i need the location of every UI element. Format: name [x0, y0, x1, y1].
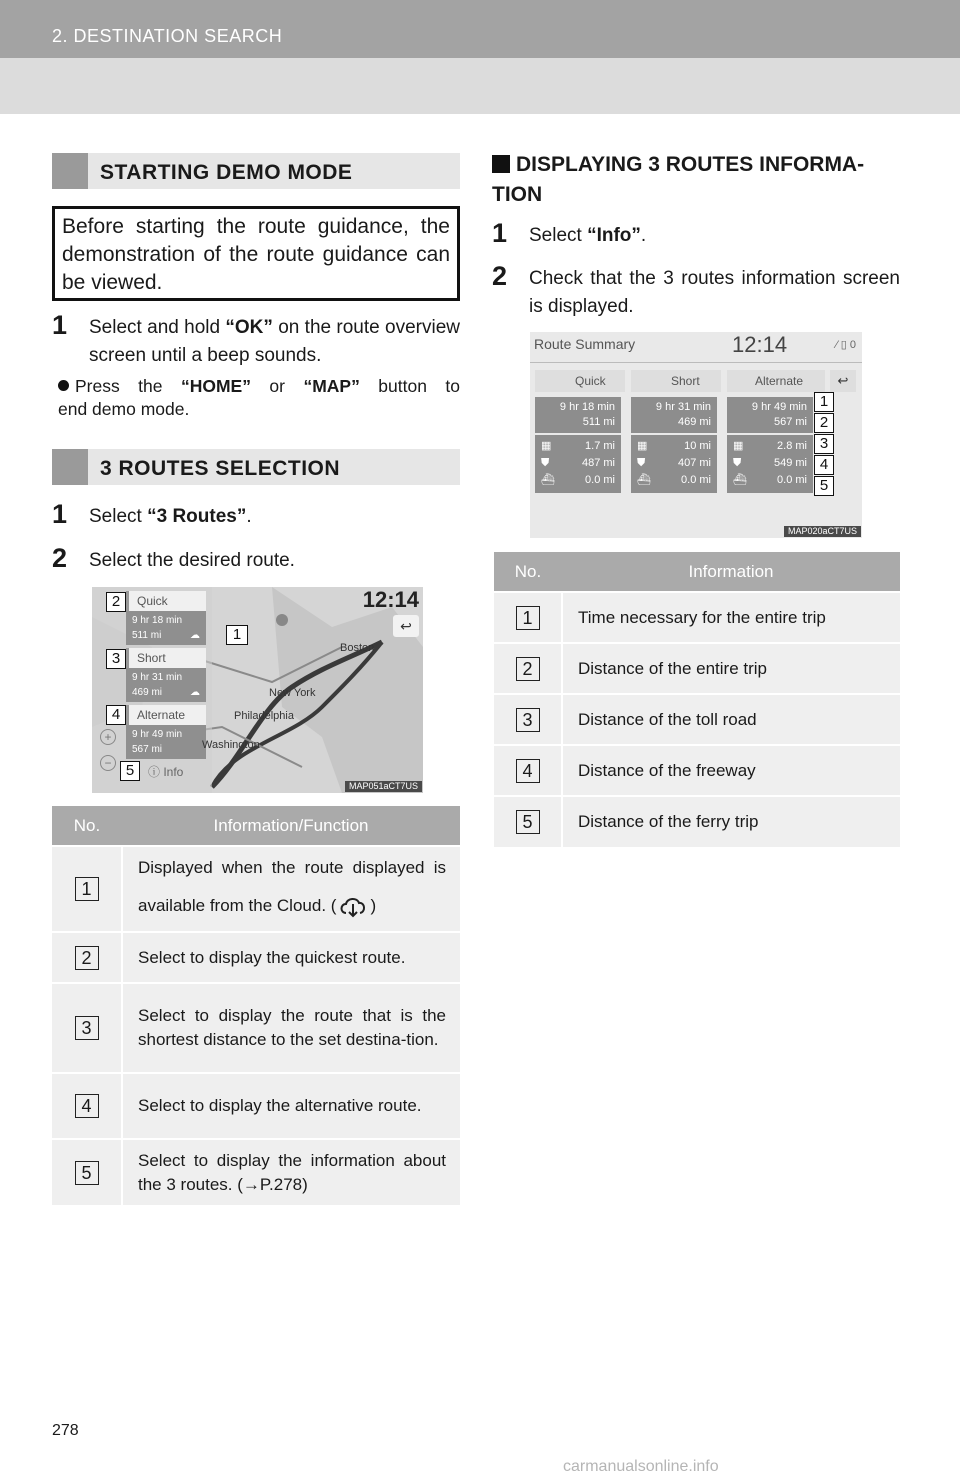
route-stats: 9 hr 49 min 567 mi [126, 725, 206, 759]
image-code: MAP020aCT7US [784, 526, 861, 537]
step-number: 1 [492, 218, 508, 248]
routes-step-1 [52, 499, 460, 531]
table-row [52, 983, 460, 1073]
watermark: carmanualsonline.info [563, 1458, 719, 1475]
row-number-box: 1 [516, 606, 540, 630]
row-number-box: 3 [516, 708, 540, 732]
table-row [494, 643, 900, 694]
row-number-box: 5 [75, 1161, 99, 1185]
table-cell-info: Select to display the quickest route. [122, 932, 460, 983]
step-text: Select and hold “OK” on the route overview screen until a beep sounds. [89, 317, 460, 366]
callout-1: 1 [226, 625, 248, 645]
ferry-icon: ⛴ [541, 474, 555, 486]
table-row [494, 694, 900, 745]
section-heading-demo [52, 153, 460, 189]
map-clock: 12:14 [362, 587, 419, 612]
cloud-route-icon: ☁ [190, 687, 200, 698]
row-number-box: 2 [75, 946, 99, 970]
step-text: Select “3 Routes”. [89, 506, 252, 527]
callout-2: 2 [814, 413, 834, 433]
ferry-icon: ⛴ [637, 474, 651, 486]
route-button-label: Short [126, 648, 206, 668]
total-stats: 9 hr 31 min 469 mi [631, 397, 717, 433]
route-summary-screenshot [530, 332, 862, 538]
city-label: Washington [202, 739, 260, 751]
table-header-cell: Information [562, 552, 900, 592]
callout-4: 4 [106, 705, 126, 725]
summary-clock: 12:14 [732, 332, 788, 357]
heading-marker [52, 153, 88, 189]
status-icons: ⁄ ▯ 0 [835, 339, 856, 351]
road-stats: ▦ 1.7 mi ⛊ 487 mi ⛴ 0.0 mi [535, 435, 621, 493]
toll-icon: ▦ [541, 440, 552, 452]
section-heading-text: 3 ROUTES SELECTION [100, 457, 341, 480]
info-step-2 [492, 261, 900, 321]
section-heading-routes [52, 449, 460, 485]
row-number-box: 5 [516, 810, 540, 834]
info-button[interactable]: ⓘ Info [148, 765, 184, 779]
freeway-icon: ⛊ [733, 457, 742, 469]
table-header-cell: Information/Function [122, 806, 460, 846]
row-number-box: 2 [516, 657, 540, 681]
table-row [494, 796, 900, 847]
callout-3: 3 [814, 434, 834, 454]
demo-bullet-note: Press the “HOME” or “MAP” button to end demo mode. [58, 376, 460, 419]
freeway-icon: ⛊ [541, 457, 550, 469]
routes-step-2 [52, 543, 460, 575]
table-row [494, 745, 900, 796]
summary-column-quick [535, 397, 621, 493]
cloud-download-icon [336, 894, 370, 920]
demo-step-1 [52, 310, 460, 370]
summary-tab-alternate[interactable]: Alternate [727, 370, 825, 392]
callout-3: 3 [106, 649, 126, 669]
table-cell-info: Distance of the entire trip [562, 643, 900, 694]
route-button-label: Alternate [126, 705, 206, 725]
summary-tab-short[interactable]: Short [631, 370, 721, 392]
image-code: MAP051aCT7US [345, 781, 422, 792]
summary-back-icon[interactable]: ↩ [830, 370, 856, 392]
ferry-icon: ⛴ [733, 474, 747, 486]
table-header-cell: No. [52, 806, 122, 846]
table-row [52, 932, 460, 983]
square-bullet-icon [492, 155, 510, 173]
row-number-box: 3 [75, 1016, 99, 1040]
page-number: 278 [52, 1422, 79, 1439]
table-header-row [52, 806, 460, 846]
demo-intro-box: Before starting the route guidance, the demonstration of the route guidance can be viewed. [52, 206, 460, 301]
table-cell-info: Distance of the freeway [562, 745, 900, 796]
callout-2: 2 [106, 592, 126, 612]
city-label: New York [269, 687, 316, 699]
summary-tab-quick[interactable]: Quick [535, 370, 625, 392]
table-header-cell: No. [494, 552, 562, 592]
callout-5: 5 [120, 761, 140, 781]
table-cell-info: Time necessary for the entire trip [562, 592, 900, 643]
toll-icon: ▦ [637, 440, 648, 452]
section-heading-text: STARTING DEMO MODE [100, 161, 353, 184]
three-routes-key-label: “3 Routes” [147, 506, 247, 527]
info-key-label: “Info” [587, 225, 641, 246]
step-text: Select “Info”. [529, 225, 647, 246]
zoom-in-icon[interactable]: + [100, 729, 116, 745]
road-stats: ▦ 2.8 mi ⛊ 549 mi ⛴ 0.0 mi [727, 435, 813, 493]
total-stats: 9 hr 18 min 511 mi [535, 397, 621, 433]
callout-1: 1 [814, 392, 834, 412]
city-label: Boston [340, 642, 375, 654]
table-cell-info: Select to display the route that is the shortest distance to the set destina-tion. [122, 983, 460, 1073]
heading-marker [52, 449, 88, 485]
table-cell-info: Distance of the toll road [562, 694, 900, 745]
table-row [52, 1139, 460, 1205]
step-number: 2 [492, 261, 508, 291]
header-title: 2. DESTINATION SEARCH [52, 26, 283, 46]
route-button-quick[interactable] [126, 591, 206, 645]
page-header [0, 0, 960, 58]
subheading-3-routes-info: DISPLAYING 3 ROUTES INFORMA-TION [492, 153, 865, 206]
table-cell-info: Select to display the alternative route. [122, 1073, 460, 1139]
info-icon: ⓘ [148, 765, 164, 779]
road-stats: ▦ 10 mi ⛊ 407 mi ⛴ 0.0 mi [631, 435, 717, 493]
callout-5: 5 [814, 476, 834, 496]
table-header-row [494, 552, 900, 592]
home-key-label: “HOME” [180, 376, 251, 396]
function-table [52, 806, 460, 1205]
route-stats: 9 hr 18 min 511 mi ☁ [126, 611, 206, 645]
summary-title: Route Summary [534, 336, 636, 352]
step-number: 1 [52, 310, 68, 340]
table-cell-info: Select to display the information about the 3 routes. (→P.278) [122, 1139, 460, 1205]
route-stats: 9 hr 31 min 469 mi ☁ [126, 668, 206, 702]
freeway-icon: ⛊ [637, 457, 646, 469]
city-label: Philadelphia [234, 710, 294, 722]
summary-column-alternate [727, 397, 813, 493]
zoom-out-icon[interactable]: − [100, 755, 116, 771]
cloud-route-icon: ☁ [190, 630, 200, 641]
callout-4: 4 [814, 455, 834, 475]
row-number-box: 4 [516, 759, 540, 783]
table-cell-info: Displayed when the route displayed is available from the Cloud. ( ) [122, 846, 460, 932]
route-button-alternate[interactable] [126, 705, 206, 759]
table-row [494, 592, 900, 643]
map-back-icon[interactable]: ↩ [393, 615, 419, 637]
map-key-label: “MAP” [303, 376, 360, 396]
route-overview-screenshot [92, 587, 423, 793]
ok-key-label: “OK” [225, 317, 273, 338]
total-stats: 9 hr 49 min 567 mi [727, 397, 813, 433]
info-step-1 [492, 218, 900, 250]
step-text: Check that the 3 routes information screen is displayed. [529, 268, 900, 317]
step-number: 2 [52, 543, 68, 573]
route-button-short[interactable] [126, 648, 206, 702]
table-row [52, 1073, 460, 1139]
step-number: 1 [52, 499, 68, 529]
row-number-box: 4 [75, 1094, 99, 1118]
table-row [52, 846, 460, 932]
table-cell-info: Distance of the ferry trip [562, 796, 900, 847]
header-band [0, 58, 960, 114]
step-text: Select the desired route. [89, 550, 295, 571]
toll-icon: ▦ [733, 440, 744, 452]
summary-column-short [631, 397, 717, 493]
route-button-label: Quick [126, 591, 206, 611]
row-number-box: 1 [75, 877, 99, 901]
bullet-dot-icon [58, 380, 69, 391]
information-table [494, 552, 900, 847]
